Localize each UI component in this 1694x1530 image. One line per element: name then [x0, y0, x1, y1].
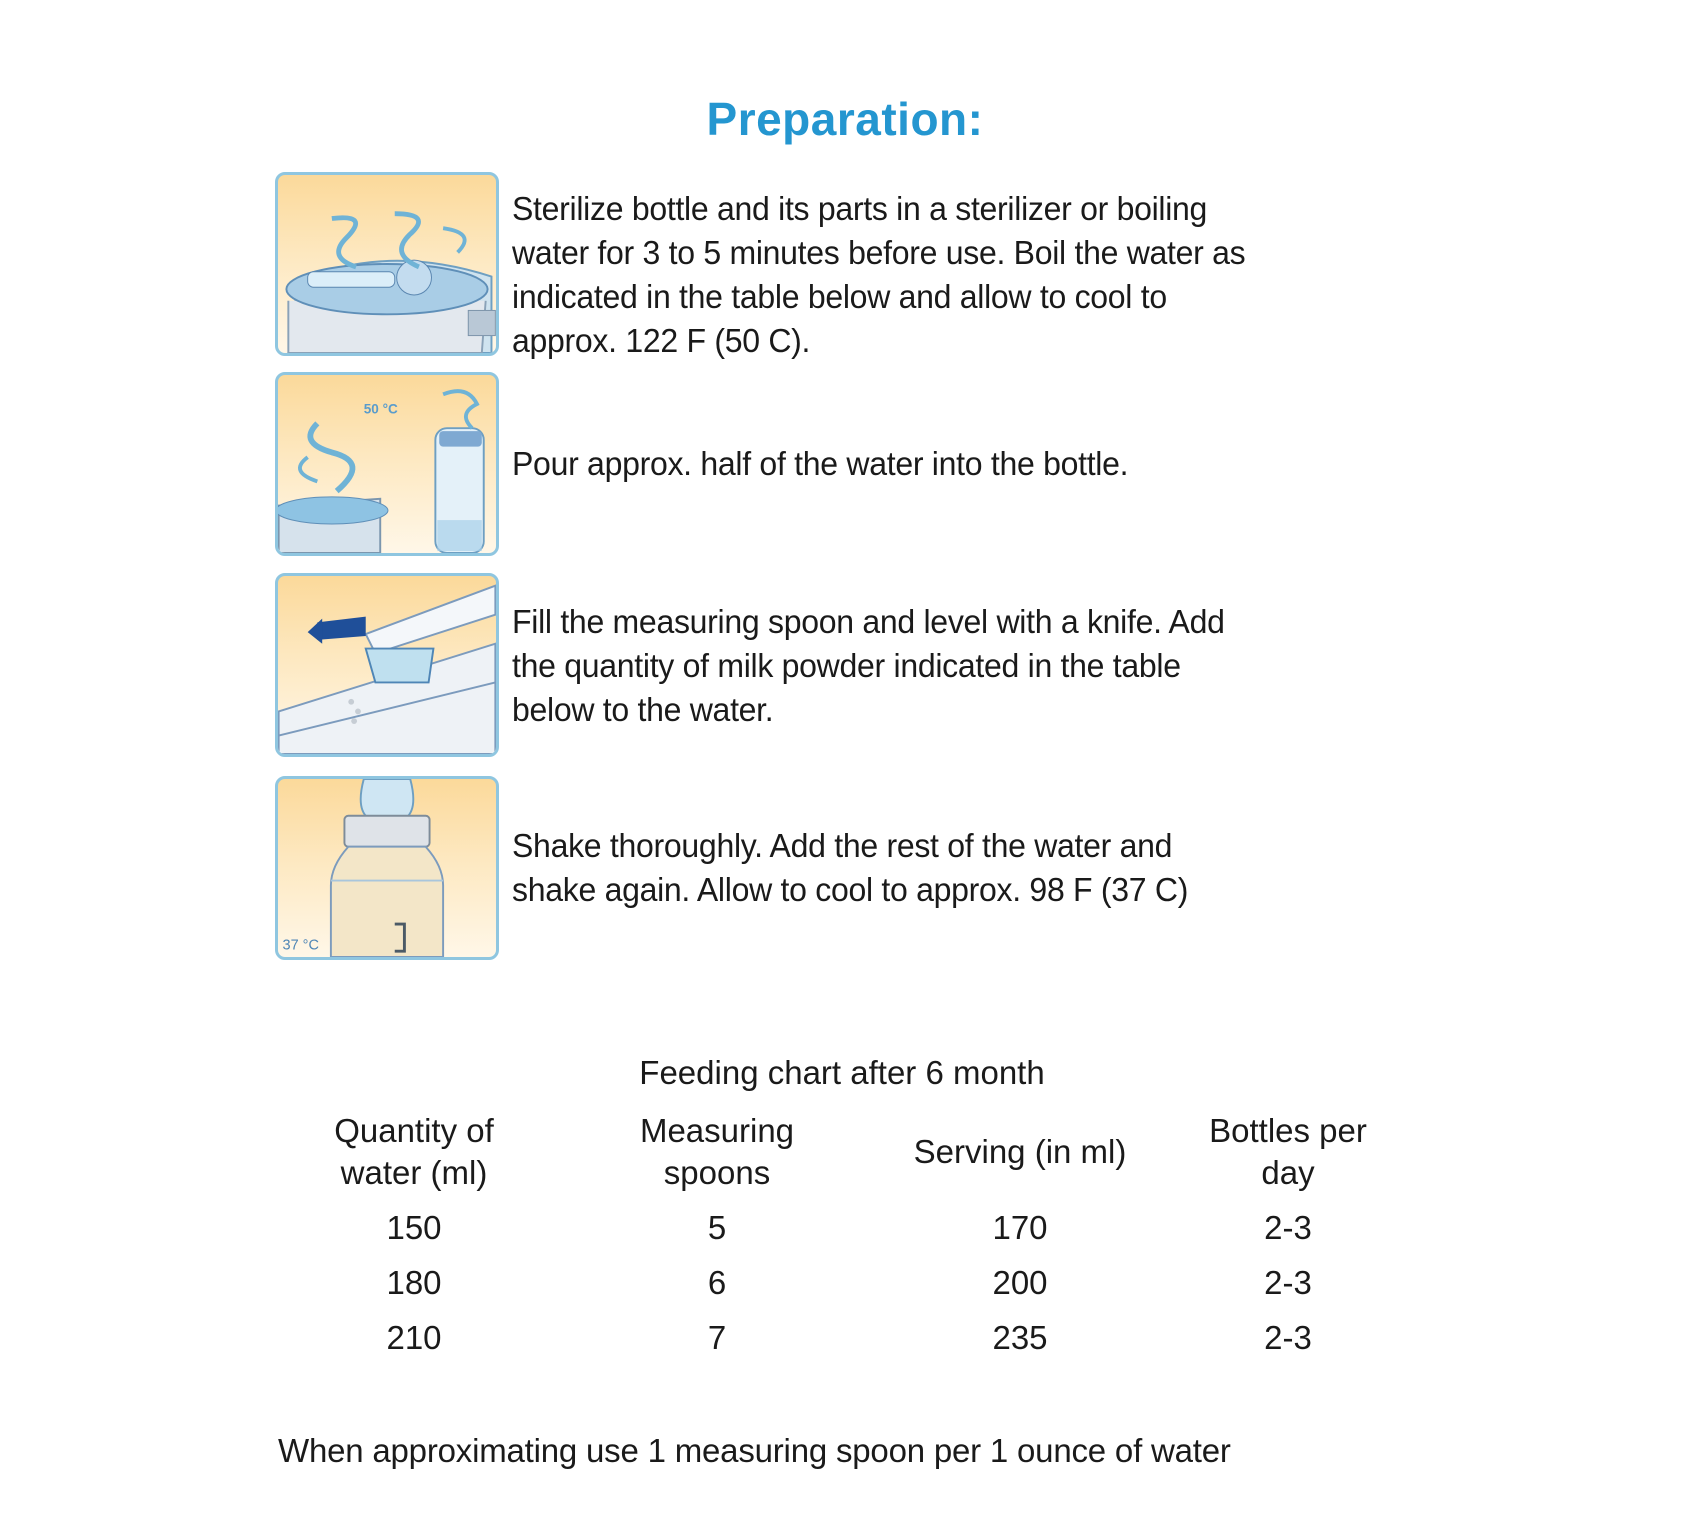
step-line: indicated in the table below and allow to cool to [512, 278, 1167, 315]
cell-bottles: 2-3 [1264, 1264, 1312, 1301]
step-4-text [512, 824, 1385, 912]
footer-note: When approximating use 1 measuring spoon per 1 ounce of water [278, 1432, 1231, 1469]
step-1-text [512, 187, 1385, 363]
cell-bottles: 2-3 [1264, 1319, 1312, 1356]
cell-bottles: 2-3 [1264, 1209, 1312, 1246]
cell-spoons: 5 [707, 1209, 727, 1246]
svg-text:50 °C: 50 °C [363, 401, 398, 417]
feeding-chart-title [0, 1054, 1694, 1092]
page-title [0, 92, 1694, 146]
step-2-text [512, 442, 1385, 486]
header-line: spoons [663, 1154, 771, 1191]
shake-bottle-icon [275, 776, 499, 960]
feeding-chart-title-text: Feeding chart after 6 month [639, 1054, 1045, 1091]
step-line: water for 3 to 5 minutes before use. Boil the water as [512, 234, 1246, 271]
step-line: shake again. Allow to cool to approx. 98 F (37 C) [512, 871, 1189, 908]
step-line: Fill the measuring spoon and level with a knife. Add [512, 603, 1225, 640]
cell-water: 150 [386, 1209, 442, 1246]
spoon-and-knife-illustration [278, 576, 496, 754]
header-line: Bottles per [1209, 1112, 1367, 1149]
step-line: the quantity of milk powder indicated in the table [512, 647, 1181, 684]
step-line: approx. 122 F (50 C). [512, 322, 811, 359]
cell-serving: 170 [992, 1209, 1048, 1246]
sterilizer-pot-icon [275, 172, 499, 356]
header-line: day [1261, 1154, 1315, 1191]
measuring-spoon-icon [275, 573, 499, 757]
header-line: water (ml) [340, 1154, 488, 1191]
pot-and-bottle-illustration [278, 375, 496, 553]
step-line: Pour approx. half of the water into the bottle. [512, 445, 1129, 482]
sterilizer-pot-illustration [278, 175, 496, 353]
cell-spoons: 6 [707, 1264, 727, 1301]
header-line: Serving (in ml) [913, 1133, 1127, 1170]
bottle-illustration [278, 779, 496, 957]
step-3-text [512, 600, 1385, 732]
page-title-text: Preparation: [706, 93, 984, 145]
pour-water-bottle-icon [275, 372, 499, 556]
column-header-bottles [1128, 1110, 1448, 1194]
cell-serving: 235 [992, 1319, 1048, 1356]
cell-spoons: 7 [707, 1319, 727, 1356]
cell-water: 210 [386, 1319, 442, 1356]
svg-text:37 °C: 37 °C [282, 937, 319, 954]
step-line: Sterilize bottle and its parts in a sterilizer or boiling [512, 190, 1208, 227]
cell-serving: 200 [992, 1264, 1048, 1301]
column-header-spoons [557, 1110, 877, 1194]
header-line: Quantity of [334, 1112, 494, 1149]
header-line: Measuring [639, 1112, 795, 1149]
step-line: below to the water. [512, 691, 774, 728]
cell-water: 180 [386, 1264, 442, 1301]
step-line: Shake thoroughly. Add the rest of the water and [512, 827, 1173, 864]
column-header-water [254, 1110, 574, 1194]
